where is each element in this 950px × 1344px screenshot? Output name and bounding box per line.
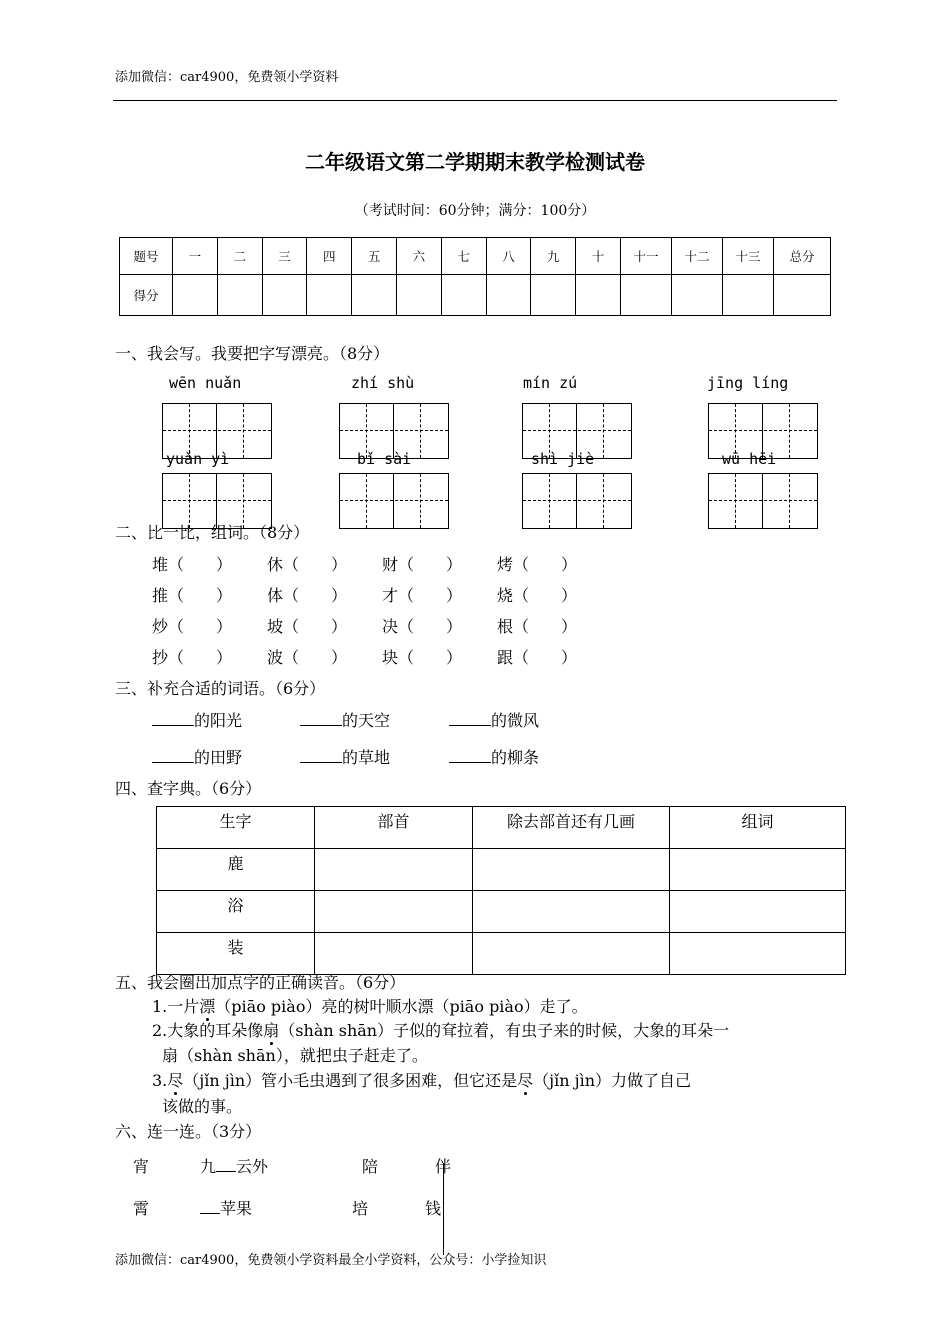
question-number: 九 xyxy=(531,238,576,275)
dict-header: 除去部首还有几画 xyxy=(473,807,670,849)
pinyin-3: mín zú xyxy=(523,374,578,392)
question-3: 3.尽（jǐn jìn）管小毛虫遇到了很多困难，但它还是尽（jǐn jìn）力做了自己 xyxy=(152,1068,691,1091)
fill-item[interactable]: 的天空 xyxy=(300,708,390,731)
pinyin-5: yuǎn yì xyxy=(166,450,230,468)
word-compare-item[interactable]: 坡（ ） xyxy=(267,617,348,636)
section4-heading: 四、查字典。（6分） xyxy=(115,779,262,798)
match-left-2[interactable]: 霄 xyxy=(133,1199,150,1218)
question-1: 1.一片漂（piāo piào）亮的树叶顺水漂（piāo piào）走了。 xyxy=(152,994,588,1017)
match-right-1[interactable]: 陪 xyxy=(362,1157,379,1176)
question-number: 十 xyxy=(576,238,621,275)
dict-char: 装 xyxy=(157,933,315,975)
word-compare-item[interactable]: 决（ ） xyxy=(382,617,463,636)
question-3-cont: 该做的事。 xyxy=(162,1097,243,1116)
exam-subtitle: （考试时间：60分钟；满分：100分） xyxy=(354,203,596,219)
score-cell[interactable] xyxy=(352,275,397,316)
question-number: 四 xyxy=(307,238,352,275)
word-compare-item[interactable]: 炒（ ） xyxy=(152,617,233,636)
footer-note: 添加微信：car4900，免费领小学资料最全小学资料，公众号：小学捡知识 xyxy=(115,1253,547,1268)
score-cell[interactable] xyxy=(307,275,352,316)
dict-cell[interactable] xyxy=(315,849,473,891)
question-number: 总分 xyxy=(774,238,831,275)
match-left-1[interactable]: 宵 xyxy=(133,1157,150,1176)
dict-cell[interactable] xyxy=(315,891,473,933)
question-number: 十三 xyxy=(723,238,774,275)
score-cell[interactable] xyxy=(262,275,307,316)
question-number: 一 xyxy=(173,238,218,275)
score-cell[interactable] xyxy=(672,275,723,316)
dict-cell[interactable] xyxy=(315,933,473,975)
question-number: 十二 xyxy=(672,238,723,275)
dict-cell[interactable] xyxy=(473,849,670,891)
section3-heading: 三、补充合适的词语。（6分） xyxy=(115,679,326,698)
header-note: 添加微信：car4900，免费领小学资料 xyxy=(115,70,339,85)
word-compare-item[interactable]: 体（ ） xyxy=(267,586,348,605)
question-number: 五 xyxy=(352,238,397,275)
dictionary-table xyxy=(156,806,846,975)
pinyin-7: shì jiè xyxy=(531,450,595,468)
word-compare-item[interactable]: 堆（ ） xyxy=(152,555,233,574)
score-cell[interactable] xyxy=(217,275,262,316)
pinyin-2: zhí shù xyxy=(351,374,415,392)
dict-cell[interactable] xyxy=(473,933,670,975)
word-compare-item[interactable]: 烧（ ） xyxy=(497,586,578,605)
fill-item[interactable]: 的草地 xyxy=(300,745,390,768)
word-compare-item[interactable]: 财（ ） xyxy=(382,555,463,574)
score-table xyxy=(119,237,831,316)
dict-header: 生字 xyxy=(157,807,315,849)
score-cell[interactable] xyxy=(621,275,672,316)
word-compare-item[interactable]: 才（ ） xyxy=(382,586,463,605)
question-number: 八 xyxy=(486,238,531,275)
word-compare-item[interactable]: 波（ ） xyxy=(267,648,348,667)
writing-grid[interactable] xyxy=(522,473,632,529)
match-far-1[interactable]: 伴 xyxy=(435,1157,452,1176)
score-row-label: 得分 xyxy=(120,275,173,316)
score-cell[interactable] xyxy=(173,275,218,316)
header-divider xyxy=(113,100,837,101)
match-far-2[interactable]: 钱 xyxy=(425,1199,442,1218)
dict-header: 部首 xyxy=(315,807,473,849)
fill-item[interactable]: 的阳光 xyxy=(152,708,242,731)
question-2: 2.大象的耳朵像扇（shàn shān）子似的耷拉着，有虫子来的时候，大象的耳朵一 xyxy=(152,1018,729,1041)
score-cell[interactable] xyxy=(723,275,774,316)
dict-header: 组词 xyxy=(670,807,846,849)
word-compare-item[interactable]: 根（ ） xyxy=(497,617,578,636)
score-cell[interactable] xyxy=(396,275,441,316)
match-right-2[interactable]: 培 xyxy=(352,1199,369,1218)
score-cell[interactable] xyxy=(774,275,831,316)
section2-heading: 二、比一比，组词。（8分） xyxy=(115,523,310,542)
writing-grid[interactable] xyxy=(708,473,818,529)
score-cell[interactable] xyxy=(486,275,531,316)
word-compare-item[interactable]: 抄（ ） xyxy=(152,648,233,667)
dict-cell[interactable] xyxy=(473,891,670,933)
question-2-cont: 扇（shàn shān），就把虫子赶走了。 xyxy=(162,1046,428,1065)
score-cell[interactable] xyxy=(441,275,486,316)
writing-grid[interactable] xyxy=(339,473,449,529)
page-title: 二年级语文第二学期期末教学检测试卷 xyxy=(305,150,645,174)
question-number: 七 xyxy=(441,238,486,275)
score-row-label: 题号 xyxy=(120,238,173,275)
dict-char: 鹿 xyxy=(157,849,315,891)
dict-cell[interactable] xyxy=(670,849,846,891)
fill-item[interactable]: 的微风 xyxy=(449,708,539,731)
pinyin-1: wēn nuǎn xyxy=(169,374,242,392)
dict-char: 浴 xyxy=(157,891,315,933)
pinyin-4: jīng líng xyxy=(707,374,789,392)
question-number: 三 xyxy=(262,238,307,275)
section6-heading: 六、连一连。（3分） xyxy=(115,1122,262,1141)
word-compare-item[interactable]: 跟（ ） xyxy=(497,648,578,667)
dict-cell[interactable] xyxy=(670,933,846,975)
match-word-2[interactable]: 苹果 xyxy=(200,1196,252,1219)
pinyin-6: bǐ sài xyxy=(357,450,412,468)
vertical-rule xyxy=(443,1163,444,1255)
score-cell[interactable] xyxy=(531,275,576,316)
question-number: 二 xyxy=(217,238,262,275)
dict-cell[interactable] xyxy=(670,891,846,933)
section5-heading: 五、我会圈出加点字的正确读音。（6分） xyxy=(115,973,406,992)
question-number: 六 xyxy=(396,238,441,275)
word-compare-item[interactable]: 休（ ） xyxy=(267,555,348,574)
question-number: 十一 xyxy=(621,238,672,275)
fill-item[interactable]: 的柳条 xyxy=(449,745,539,768)
section1-heading: 一、我会写。我要把字写漂亮。（8分） xyxy=(115,344,390,363)
word-compare-item[interactable]: 块（ ） xyxy=(382,648,463,667)
fill-item[interactable]: 的田野 xyxy=(152,745,242,768)
word-compare-item[interactable]: 烤（ ） xyxy=(497,555,578,574)
pinyin-8: wū hēi xyxy=(722,450,777,468)
score-cell[interactable] xyxy=(576,275,621,316)
word-compare-item[interactable]: 推（ ） xyxy=(152,586,233,605)
match-word-1[interactable]: 九 云外 xyxy=(200,1157,269,1176)
